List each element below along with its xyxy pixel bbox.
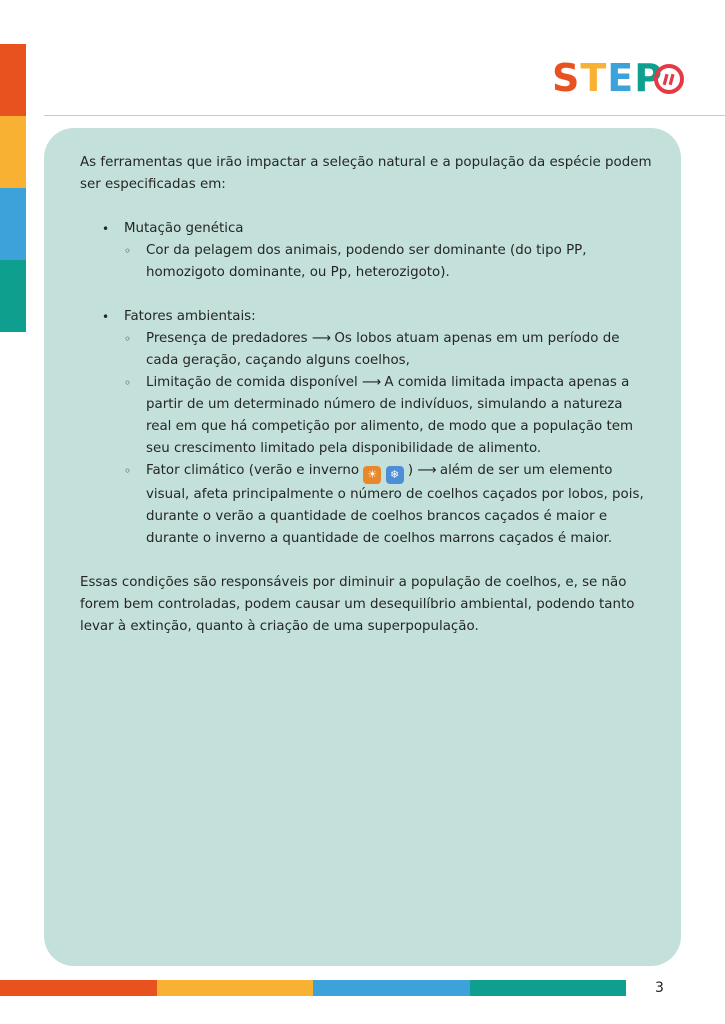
mutation-sublist xyxy=(124,240,652,284)
stripe-yellow xyxy=(0,116,26,188)
document-body xyxy=(80,152,652,638)
arrow-icon: ⟶ xyxy=(361,375,381,390)
subitem-food xyxy=(146,372,652,460)
footer-stripe-orange xyxy=(0,980,157,996)
header-divider xyxy=(44,115,725,116)
step-logo xyxy=(552,56,687,100)
stripe-blue xyxy=(0,188,26,260)
factor-list-environment xyxy=(80,306,652,550)
arrow-icon: ⟶ xyxy=(417,463,436,478)
left-color-stripes xyxy=(0,44,26,332)
conclusion-paragraph: Essas condições são responsáveis por diminuir a população de coelhos, e, se não forem bem controladas, podem causar um desequilíbrio ambiental, podendo tanto levar à extinção, quanto à criação de uma superpopulação. xyxy=(80,575,635,634)
climate-lead: Fator climático (verão e inverno xyxy=(146,463,360,478)
footer-stripe-blue xyxy=(313,980,470,996)
subitem-predators xyxy=(146,328,652,372)
predators-text: Os lobos atuam apenas em um período de cada geração, caçando alguns coelhos, xyxy=(146,331,620,368)
list-item-mutation xyxy=(124,218,652,284)
list-item-environment xyxy=(124,306,652,550)
page-number: 3 xyxy=(655,980,664,996)
climate-text: além de ser um elemento visual, afeta principalmente o número de coelhos caçados por lobos, pois, durante o verão a quantidade de coelhos brancos caçados é maior e durante o inverno a quantidade de coelhos marrons caçados é maior. xyxy=(146,463,644,546)
environment-label: Fatores ambientais: xyxy=(124,309,256,324)
environment-sublist xyxy=(124,328,652,550)
stripe-orange xyxy=(0,44,26,116)
footer-color-bar xyxy=(0,980,626,996)
subitem-climate xyxy=(146,460,652,550)
mutation-label: Mutação genética xyxy=(124,221,244,236)
factor-list-mutation xyxy=(80,218,652,284)
logo-circle-icon xyxy=(652,62,686,96)
mutation-subitem: ◦ Cor da pelagem dos animais, podendo ser dominante (do tipo PP, homozigoto dominante, ou Pp, heterozigoto). xyxy=(146,240,652,284)
climate-close: ) xyxy=(407,463,414,478)
food-lead: Limitação de comida disponível xyxy=(146,375,358,390)
stripe-teal xyxy=(0,260,26,332)
footer-stripe-teal xyxy=(470,980,627,996)
predators-lead: Presença de predadores xyxy=(146,331,308,346)
snowflake-icon: ❄ xyxy=(386,466,404,484)
sun-icon: ☀ xyxy=(363,466,381,484)
footer-stripe-yellow xyxy=(157,980,314,996)
food-text: A comida limitada impacta apenas a partir de um determinado número de indivíduos, simulando a natureza real em que há competição por alimento, de modo que a população tem seu crescimento limitado pela disponibilidade de alimento. xyxy=(146,375,634,456)
logo-wordmark: STEP xyxy=(552,56,664,100)
intro-paragraph: As ferramentas que irão impactar a seleção natural e a população da espécie podem ser especificadas em: xyxy=(80,155,652,192)
arrow-icon: ⟶ xyxy=(311,331,331,346)
